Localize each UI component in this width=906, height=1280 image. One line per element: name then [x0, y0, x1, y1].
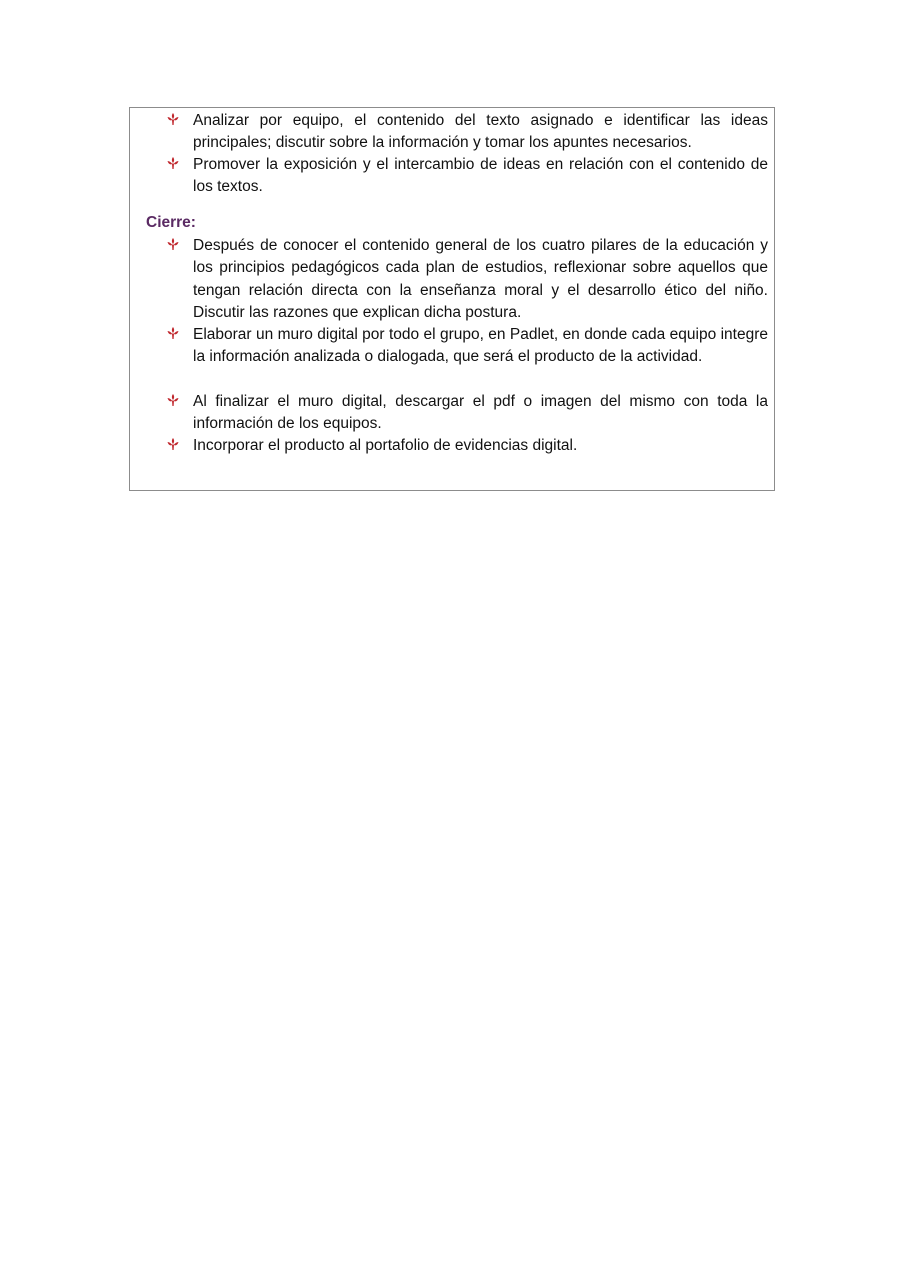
- list-item-text: Elaborar un muro digital por todo el grupo, en Padlet, en donde cada equipo integre la información analizada o dialogada, que será el producto de la actividad.: [193, 326, 768, 366]
- section-heading-cierre: Cierre:: [146, 214, 196, 231]
- red-fleur-bullet-icon: [166, 112, 180, 126]
- red-fleur-bullet-icon: [166, 237, 180, 251]
- list-item-text: Analizar por equipo, el contenido del texto asignado e identificar las ideas principales; discutir sobre la información y tomar los apuntes necesarios.: [193, 112, 768, 152]
- list-item-text: Promover la exposición y el intercambio de ideas en relación con el contenido de los textos.: [193, 156, 768, 196]
- list-item-text: Después de conocer el contenido general de los cuatro pilares de la educación y los principios pedagógicos cada plan de estudios, reflexionar sobre aquellos que tengan relación directa con la enseñanza moral y el desarrollo ético del niño. Discutir las razones que explican dicha postura.: [193, 237, 768, 321]
- activity-box: [129, 107, 775, 491]
- red-fleur-bullet-icon: [166, 393, 180, 407]
- red-fleur-bullet-icon: [166, 156, 180, 170]
- list-item-text: Al finalizar el muro digital, descargar el pdf o imagen del mismo con toda la información de los equipos.: [193, 393, 768, 433]
- list-item-text: Incorporar el producto al portafolio de evidencias digital.: [193, 437, 578, 454]
- red-fleur-bullet-icon: [166, 437, 180, 451]
- red-fleur-bullet-icon: [166, 326, 180, 340]
